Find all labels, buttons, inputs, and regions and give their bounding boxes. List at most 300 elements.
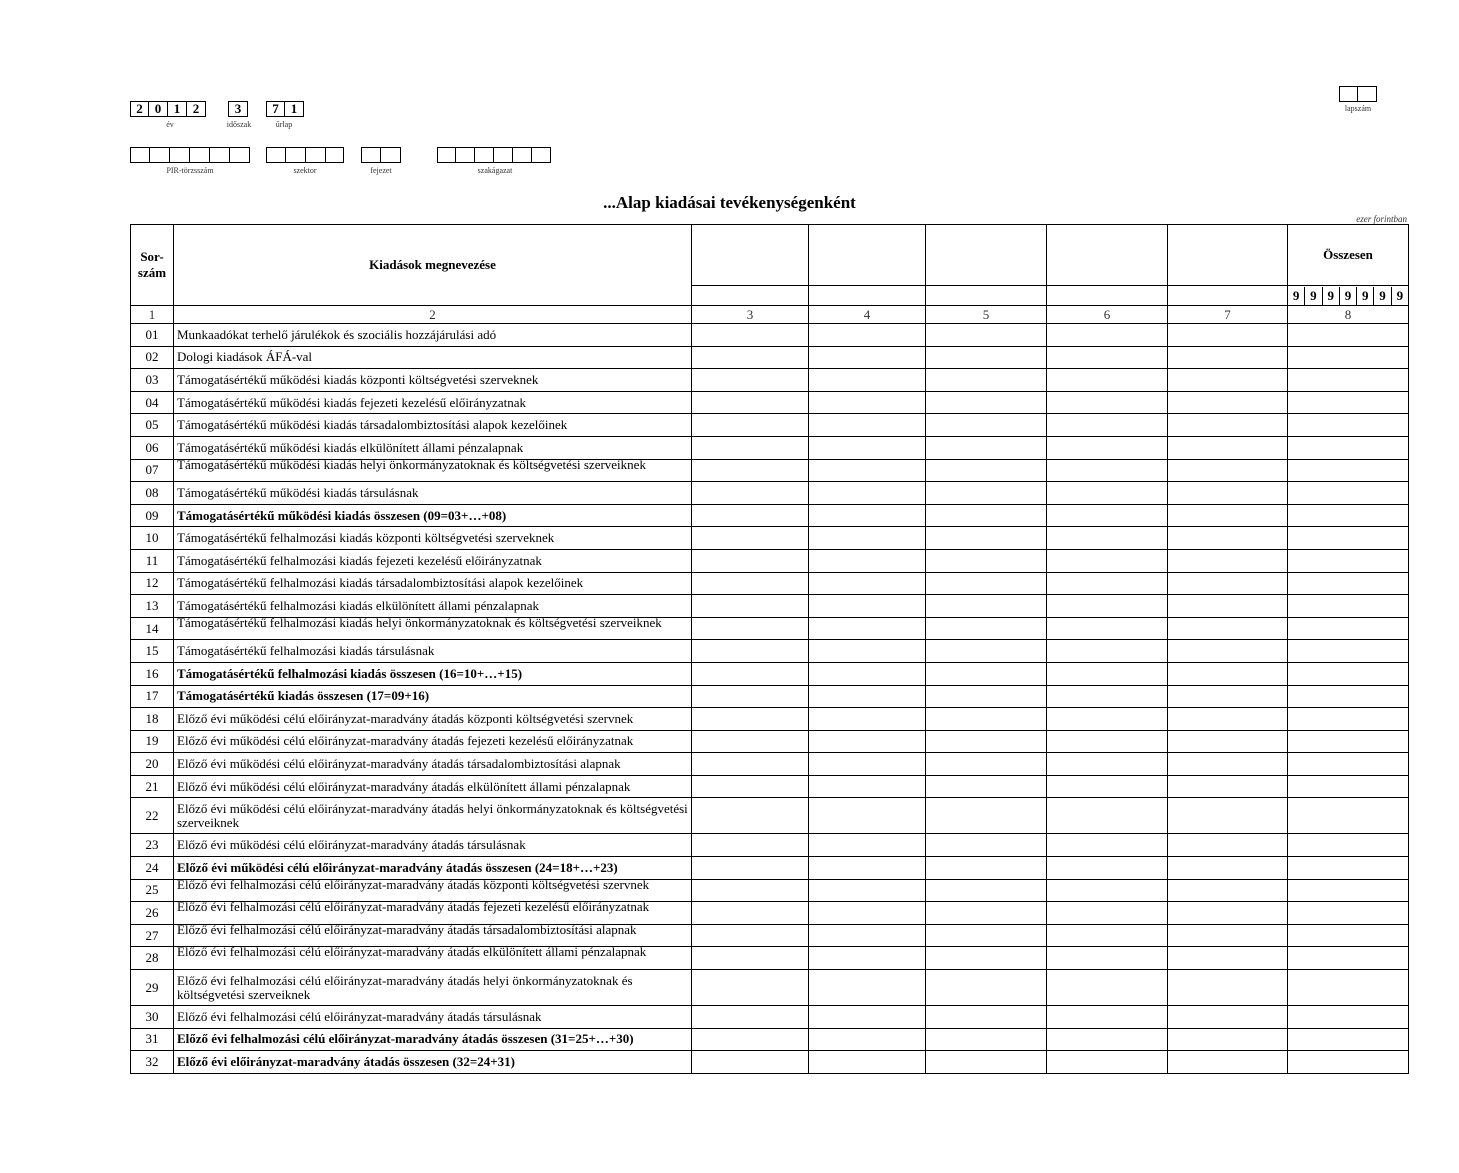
value-cell[interactable] <box>692 798 809 834</box>
value-cell[interactable] <box>692 1051 809 1074</box>
row-label: Előző évi felhalmozási célú előirányzat-maradvány átadás központi költségvetési szervnek <box>174 879 692 902</box>
row-label: Előző évi működési célú előirányzat-maradvány átadás társulásnak <box>174 834 692 857</box>
value-cell[interactable] <box>692 527 809 550</box>
value-cell[interactable] <box>926 708 1047 731</box>
value-cell[interactable] <box>692 617 809 640</box>
value-cell[interactable] <box>1288 857 1409 880</box>
row-number: 08 <box>131 482 174 505</box>
value-cell[interactable] <box>1047 346 1168 369</box>
value-cell[interactable] <box>809 436 926 459</box>
row-label: Előző évi működési célú előirányzat-maradvány átadás fejezeti kezelésű előirányzatnak <box>174 730 692 753</box>
value-cell[interactable] <box>1288 775 1409 798</box>
value-cell[interactable] <box>1288 834 1409 857</box>
value-cell[interactable] <box>692 369 809 392</box>
expenditure-table <box>130 224 1409 1074</box>
value-cell[interactable] <box>692 1028 809 1051</box>
row-label: Előző évi felhalmozási célú előirányzat-maradvány átadás fejezeti kezelésű előirányzatnak <box>174 902 692 925</box>
value-cell[interactable] <box>926 834 1047 857</box>
value-cell[interactable] <box>926 775 1047 798</box>
row-number: 11 <box>131 549 174 572</box>
value-cell[interactable] <box>926 482 1047 505</box>
value-cell[interactable] <box>926 1051 1047 1074</box>
value-cell[interactable] <box>1168 1051 1288 1074</box>
row-number: 07 <box>131 459 174 482</box>
value-cell[interactable] <box>692 775 809 798</box>
value-cell[interactable] <box>1288 459 1409 482</box>
value-cell[interactable] <box>1168 504 1288 527</box>
value-cell[interactable] <box>926 947 1047 970</box>
row-number: 13 <box>131 595 174 618</box>
value-cell[interactable] <box>809 346 926 369</box>
value-cell[interactable] <box>926 459 1047 482</box>
szektor-boxes <box>266 147 344 163</box>
value-cell[interactable] <box>1168 549 1288 572</box>
value-cell[interactable] <box>1168 902 1288 925</box>
value-cell[interactable] <box>1168 730 1288 753</box>
szakagazat-label: szakágazat <box>477 166 513 175</box>
value-cell[interactable] <box>1168 708 1288 731</box>
row-label: Előző évi működési célú előirányzat-maradvány átadás helyi önkormányzatoknak és költségvetési szerveiknek <box>174 798 692 834</box>
value-cell[interactable] <box>1168 459 1288 482</box>
col-header-osszesen: Összesen <box>1288 225 1409 286</box>
column-index: 4 <box>809 306 926 324</box>
value-cell[interactable] <box>926 924 1047 947</box>
value-cell[interactable] <box>1168 1028 1288 1051</box>
value-cell[interactable] <box>1288 685 1409 708</box>
idoszak-digit: 3 <box>228 101 248 117</box>
value-cell[interactable] <box>1047 857 1168 880</box>
value-cell[interactable] <box>809 482 926 505</box>
value-cell[interactable] <box>1047 504 1168 527</box>
table-row <box>131 685 1409 708</box>
value-cell[interactable] <box>692 391 809 414</box>
value-cell[interactable] <box>1168 572 1288 595</box>
value-cell[interactable] <box>1047 414 1168 437</box>
row-label: Előző évi felhalmozási célú előirányzat-maradvány átadás helyi önkormányzatoknak és költségvetési szerveiknek <box>174 970 692 1006</box>
value-cell[interactable] <box>809 595 926 618</box>
value-cell[interactable] <box>692 834 809 857</box>
table-row <box>131 414 1409 437</box>
value-cell[interactable] <box>692 753 809 776</box>
table-row <box>131 504 1409 527</box>
value-cell[interactable] <box>809 970 926 1006</box>
value-cell[interactable] <box>926 970 1047 1006</box>
row-number: 30 <box>131 1006 174 1029</box>
value-cell[interactable] <box>1047 1028 1168 1051</box>
value-cell[interactable] <box>1168 1006 1288 1029</box>
value-cell[interactable] <box>1047 798 1168 834</box>
row-number: 10 <box>131 527 174 550</box>
value-cell[interactable] <box>1168 857 1288 880</box>
value-cell[interactable] <box>1168 662 1288 685</box>
value-cell[interactable] <box>1047 482 1168 505</box>
column-index: 8 <box>1288 306 1409 324</box>
table-row <box>131 708 1409 731</box>
value-cell[interactable] <box>926 879 1047 902</box>
value-cell[interactable] <box>1047 730 1168 753</box>
value-cell[interactable] <box>1288 730 1409 753</box>
value-cell[interactable] <box>809 391 926 414</box>
value-cell[interactable] <box>1168 369 1288 392</box>
value-cell[interactable] <box>1168 775 1288 798</box>
value-cell[interactable] <box>1168 924 1288 947</box>
col-header-sorszam: Sor-szám <box>131 225 174 306</box>
value-cell[interactable] <box>1288 324 1409 347</box>
value-cell[interactable] <box>1288 708 1409 731</box>
row-label: Előző évi felhalmozási célú előirányzat-maradvány átadás társadalombiztosítási alapnak <box>174 924 692 947</box>
row-label: Támogatásértékű működési kiadás fejezeti kezelésű előirányzatnak <box>174 391 692 414</box>
value-cell[interactable] <box>926 324 1047 347</box>
value-cell[interactable] <box>1047 947 1168 970</box>
value-cell[interactable] <box>809 730 926 753</box>
table-row <box>131 947 1409 970</box>
row-label: Támogatásértékű felhalmozási kiadás társadalombiztosítási alapok kezelőinek <box>174 572 692 595</box>
idoszak-label: időszak <box>226 120 252 129</box>
row-label: Támogatásértékű felhalmozási kiadás társulásnak <box>174 640 692 663</box>
value-cell[interactable] <box>926 595 1047 618</box>
value-cell[interactable] <box>1288 527 1409 550</box>
osszesen-digit: 9 <box>1396 287 1404 303</box>
table-row <box>131 436 1409 459</box>
value-cell[interactable] <box>926 414 1047 437</box>
fejezet-label: fejezet <box>370 166 392 175</box>
value-cell[interactable] <box>1288 640 1409 663</box>
table-row <box>131 391 1409 414</box>
osszesen-code-boxes <box>1288 286 1409 306</box>
value-cell[interactable] <box>1288 617 1409 640</box>
table-row <box>131 879 1409 902</box>
value-cell[interactable] <box>692 708 809 731</box>
table-row <box>131 346 1409 369</box>
osszesen-digit: 9 <box>1340 287 1357 305</box>
row-number: 32 <box>131 1051 174 1074</box>
value-cell[interactable] <box>1288 369 1409 392</box>
value-cell[interactable] <box>1168 324 1288 347</box>
value-cell[interactable] <box>1288 902 1409 925</box>
value-cell[interactable] <box>1288 924 1409 947</box>
value-cell[interactable] <box>692 549 809 572</box>
value-cell[interactable] <box>926 685 1047 708</box>
row-label: Dologi kiadások ÁFÁ-val <box>174 346 692 369</box>
code-boxes <box>809 286 926 306</box>
ev-digit: 1 <box>168 101 187 117</box>
value-cell[interactable] <box>692 857 809 880</box>
value-cell[interactable] <box>1047 834 1168 857</box>
row-label: Támogatásértékű működési kiadás összesen (09=03+…+08) <box>174 504 692 527</box>
value-cell[interactable] <box>692 947 809 970</box>
value-cell[interactable] <box>809 947 926 970</box>
urlap-label: űrlap <box>275 120 293 129</box>
value-cell[interactable] <box>926 857 1047 880</box>
row-number: 03 <box>131 369 174 392</box>
value-cell[interactable] <box>1047 1051 1168 1074</box>
value-cell[interactable] <box>1047 662 1168 685</box>
value-cell[interactable] <box>1047 459 1168 482</box>
column-index: 2 <box>174 306 692 324</box>
value-cell[interactable] <box>1168 617 1288 640</box>
value-cell[interactable] <box>1047 902 1168 925</box>
value-cell[interactable] <box>809 527 926 550</box>
value-cell[interactable] <box>809 662 926 685</box>
value-cell[interactable] <box>809 617 926 640</box>
value-cell[interactable] <box>692 504 809 527</box>
value-cell[interactable] <box>1288 436 1409 459</box>
value-cell[interactable] <box>1168 436 1288 459</box>
table-row <box>131 459 1409 482</box>
pir-label: PIR-törzsszám <box>166 166 214 175</box>
value-cell[interactable] <box>1288 1051 1409 1074</box>
row-number: 06 <box>131 436 174 459</box>
value-cell[interactable] <box>809 708 926 731</box>
value-cell[interactable] <box>692 730 809 753</box>
value-cell[interactable] <box>1288 391 1409 414</box>
table-row <box>131 1051 1409 1074</box>
pir-boxes <box>130 147 250 163</box>
column-index: 3 <box>692 306 809 324</box>
table-row <box>131 902 1409 925</box>
value-cell[interactable] <box>692 595 809 618</box>
value-cell[interactable] <box>1168 527 1288 550</box>
row-number: 02 <box>131 346 174 369</box>
value-cell[interactable] <box>1288 595 1409 618</box>
value-cell[interactable] <box>692 924 809 947</box>
value-cell[interactable] <box>1047 1006 1168 1029</box>
value-cell[interactable] <box>692 1006 809 1029</box>
value-cell[interactable] <box>926 346 1047 369</box>
value-cell[interactable] <box>926 549 1047 572</box>
value-cell[interactable] <box>809 414 926 437</box>
value-cell[interactable] <box>1047 708 1168 731</box>
value-cell[interactable] <box>809 369 926 392</box>
value-cell[interactable] <box>926 753 1047 776</box>
value-cell[interactable] <box>692 640 809 663</box>
value-cell[interactable] <box>1047 369 1168 392</box>
row-number: 26 <box>131 902 174 925</box>
code-boxes <box>926 286 1047 306</box>
row-number: 23 <box>131 834 174 857</box>
value-cell[interactable] <box>1288 879 1409 902</box>
value-cell[interactable] <box>692 685 809 708</box>
value-cell[interactable] <box>809 753 926 776</box>
value-cell[interactable] <box>692 572 809 595</box>
row-number: 22 <box>131 798 174 834</box>
row-label: Támogatásértékű működési kiadás helyi önkormányzatoknak és költségvetési szerveiknek <box>174 459 692 482</box>
value-cell[interactable] <box>692 346 809 369</box>
urlap-digit: 1 <box>285 101 304 117</box>
value-cell[interactable] <box>809 324 926 347</box>
value-cell[interactable] <box>692 662 809 685</box>
value-cell[interactable] <box>1047 753 1168 776</box>
value-cell[interactable] <box>1047 527 1168 550</box>
osszesen-digit: 9 <box>1288 287 1305 305</box>
value-cell[interactable] <box>1168 482 1288 505</box>
value-cell[interactable] <box>1168 753 1288 776</box>
value-cell[interactable] <box>809 834 926 857</box>
row-label: Támogatásértékű működési kiadás társulásnak <box>174 482 692 505</box>
row-number: 01 <box>131 324 174 347</box>
ev-digit: 2 <box>130 101 149 117</box>
value-cell[interactable] <box>1288 504 1409 527</box>
value-cell[interactable] <box>1168 798 1288 834</box>
value-cell[interactable] <box>1047 970 1168 1006</box>
row-number: 19 <box>131 730 174 753</box>
value-cell[interactable] <box>1288 1028 1409 1051</box>
value-cell[interactable] <box>1047 549 1168 572</box>
value-cell[interactable] <box>926 902 1047 925</box>
row-label: Előző évi működési célú előirányzat-maradvány átadás társadalombiztosítási alapnak <box>174 753 692 776</box>
value-cell[interactable] <box>1288 798 1409 834</box>
row-label: Előző évi felhalmozási célú előirányzat-maradvány átadás társulásnak <box>174 1006 692 1029</box>
fejezet-boxes <box>361 147 401 163</box>
value-cell[interactable] <box>809 549 926 572</box>
row-number: 21 <box>131 775 174 798</box>
lapszam-boxes <box>1339 86 1377 102</box>
value-cell[interactable] <box>809 857 926 880</box>
row-label: Támogatásértékű működési kiadás társadalombiztosítási alapok kezelőinek <box>174 414 692 437</box>
value-cell[interactable] <box>1168 346 1288 369</box>
value-cell[interactable] <box>692 436 809 459</box>
ev-digit: 2 <box>187 101 206 117</box>
row-label: Támogatásértékű felhalmozási kiadás központi költségvetési szerveknek <box>174 527 692 550</box>
lapszam-label: lapszám <box>1344 104 1372 113</box>
value-cell[interactable] <box>692 482 809 505</box>
table-row <box>131 617 1409 640</box>
table-row <box>131 730 1409 753</box>
value-cell[interactable] <box>1168 879 1288 902</box>
value-cell[interactable] <box>692 879 809 902</box>
row-number: 31 <box>131 1028 174 1051</box>
value-cell[interactable] <box>1168 391 1288 414</box>
osszesen-digit: 9 <box>1305 287 1322 305</box>
value-cell[interactable] <box>926 369 1047 392</box>
value-cell[interactable] <box>809 1051 926 1074</box>
value-cell[interactable] <box>926 527 1047 550</box>
osszesen-digit: 9 <box>1374 287 1391 305</box>
value-cell[interactable] <box>809 775 926 798</box>
value-cell[interactable] <box>926 504 1047 527</box>
value-cell[interactable] <box>1047 640 1168 663</box>
value-cell[interactable] <box>1288 1006 1409 1029</box>
value-cell[interactable] <box>1288 549 1409 572</box>
value-cell[interactable] <box>1288 572 1409 595</box>
table-row <box>131 753 1409 776</box>
value-cell[interactable] <box>1168 834 1288 857</box>
value-cell[interactable] <box>1168 414 1288 437</box>
value-cell[interactable] <box>692 459 809 482</box>
value-cell[interactable] <box>1047 924 1168 947</box>
szektor-label: szektor <box>293 166 317 175</box>
value-cell[interactable] <box>1288 753 1409 776</box>
table-row <box>131 798 1409 834</box>
row-label: Előző évi működési célú előirányzat-maradvány átadás összesen (24=18+…+23) <box>174 857 692 880</box>
row-number: 17 <box>131 685 174 708</box>
ev-label: év <box>166 120 174 129</box>
value-cell[interactable] <box>1168 640 1288 663</box>
value-cell[interactable] <box>809 1006 926 1029</box>
value-cell[interactable] <box>809 924 926 947</box>
table-row <box>131 662 1409 685</box>
value-cell[interactable] <box>926 572 1047 595</box>
value-cell[interactable] <box>1047 595 1168 618</box>
value-cell[interactable] <box>1288 414 1409 437</box>
value-cell[interactable] <box>692 414 809 437</box>
column-index: 7 <box>1168 306 1288 324</box>
value-cell[interactable] <box>1047 324 1168 347</box>
row-label: Előző évi felhalmozási célú előirányzat-maradvány átadás elkülönített állami pénzalapnak <box>174 947 692 970</box>
value-cell[interactable] <box>692 324 809 347</box>
row-number: 04 <box>131 391 174 414</box>
value-cell[interactable] <box>809 459 926 482</box>
row-number: 18 <box>131 708 174 731</box>
value-cell[interactable] <box>926 640 1047 663</box>
code-boxes <box>692 286 809 306</box>
value-cell[interactable] <box>1047 617 1168 640</box>
value-cell[interactable] <box>926 1028 1047 1051</box>
urlap-boxes <box>266 101 304 117</box>
value-cell[interactable] <box>1288 346 1409 369</box>
value-cell[interactable] <box>1288 970 1409 1006</box>
row-number: 09 <box>131 504 174 527</box>
value-cell[interactable] <box>1047 775 1168 798</box>
value-cell[interactable] <box>1047 436 1168 459</box>
value-cell[interactable] <box>1288 482 1409 505</box>
value-cell[interactable] <box>926 1006 1047 1029</box>
value-cell[interactable] <box>1288 947 1409 970</box>
value-cell[interactable] <box>809 572 926 595</box>
row-number: 27 <box>131 924 174 947</box>
value-cell[interactable] <box>1047 685 1168 708</box>
value-cell[interactable] <box>926 662 1047 685</box>
table-row <box>131 595 1409 618</box>
value-cell[interactable] <box>809 504 926 527</box>
value-cell[interactable] <box>926 798 1047 834</box>
value-cell[interactable] <box>809 1028 926 1051</box>
row-label: Munkaadókat terhelő járulékok és szociális hozzájárulási adó <box>174 324 692 347</box>
table-row <box>131 1006 1409 1029</box>
row-label: Előző évi előirányzat-maradvány átadás összesen (32=24+31) <box>174 1051 692 1074</box>
page-title: ...Alap kiadásai tevékenységenként <box>603 193 856 212</box>
value-cell[interactable] <box>809 685 926 708</box>
value-cell[interactable] <box>1168 685 1288 708</box>
row-number: 20 <box>131 753 174 776</box>
value-cell[interactable] <box>809 798 926 834</box>
unit-note: ezer forintban <box>1356 214 1407 224</box>
value-cell[interactable] <box>1047 879 1168 902</box>
row-label: Támogatásértékű kiadás összesen (17=09+16) <box>174 685 692 708</box>
value-cell[interactable] <box>926 617 1047 640</box>
row-label: Előző évi működési célú előirányzat-maradvány átadás központi költségvetési szervnek <box>174 708 692 731</box>
table-row <box>131 527 1409 550</box>
value-cell[interactable] <box>926 436 1047 459</box>
value-cell[interactable] <box>1047 572 1168 595</box>
value-cell[interactable] <box>926 391 1047 414</box>
column-index: 5 <box>926 306 1047 324</box>
value-cell[interactable] <box>1168 595 1288 618</box>
ev-boxes <box>130 101 206 117</box>
value-cell[interactable] <box>809 902 926 925</box>
value-cell[interactable] <box>926 730 1047 753</box>
value-cell[interactable] <box>809 879 926 902</box>
value-cell[interactable] <box>1168 970 1288 1006</box>
value-cell[interactable] <box>1047 391 1168 414</box>
value-cell[interactable] <box>692 970 809 1006</box>
value-cell[interactable] <box>1168 947 1288 970</box>
szakagazat-boxes <box>437 147 551 163</box>
table-row <box>131 834 1409 857</box>
value-cell[interactable] <box>692 902 809 925</box>
value-cell[interactable] <box>809 640 926 663</box>
value-cell[interactable] <box>1288 662 1409 685</box>
